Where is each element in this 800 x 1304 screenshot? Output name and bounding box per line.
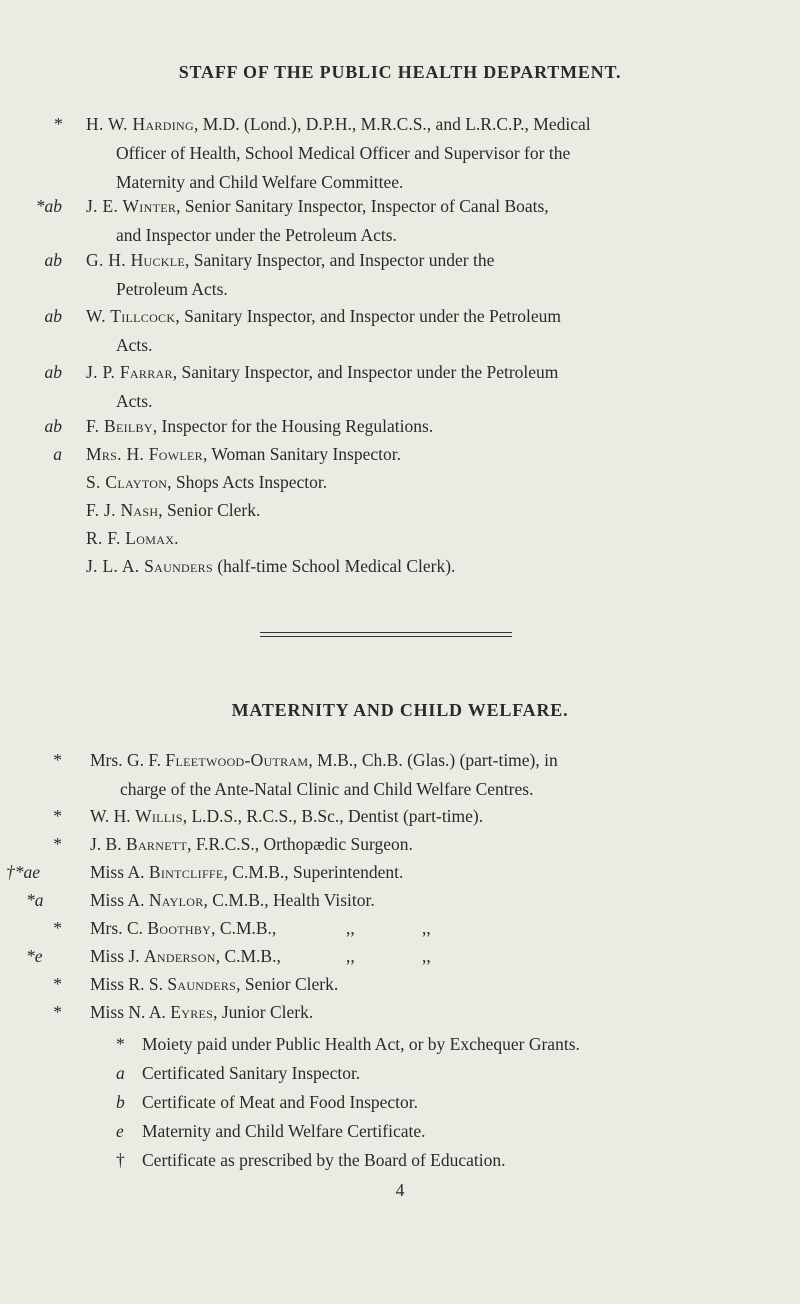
staff-detail: . <box>174 528 179 548</box>
staff-detail: , M.D. (Lond.), D.P.H., M.R.C.S., and L.R.C.P., Medical <box>193 114 591 134</box>
staff-name: G. H. Huckle <box>86 250 186 270</box>
person-name: Bintcliffe <box>148 862 224 882</box>
staff-name: Mrs. H. Fowler <box>86 444 203 464</box>
person-prefix: Mrs. G. F. <box>90 750 166 770</box>
person-detail: , C.M.B., Health Visitor. <box>203 890 375 910</box>
person-detail: , F.R.C.S., Orthopædic Surgeon. <box>187 834 413 854</box>
legend-text: Moiety paid under Public Health Act, or by Exchequer Grants. <box>142 1034 580 1054</box>
staff-name: J. E. Winter <box>86 196 177 216</box>
person-name: Willis <box>135 806 183 826</box>
person-name: Boothby <box>147 918 212 938</box>
person-prefix: Miss A. <box>90 862 149 882</box>
staff-name: W. Tillcock <box>86 306 176 326</box>
staff-name: S. Clayton <box>86 472 168 492</box>
ditto-mark: ,, <box>422 918 431 938</box>
entry-mark: * <box>53 918 62 938</box>
person-prefix: W. H. <box>90 806 136 826</box>
entry-mark: a <box>53 444 62 464</box>
person-detail: , C.M.B., <box>211 918 277 938</box>
staff-detail-cont: Acts. <box>116 391 153 411</box>
entry-mark: ab <box>44 250 62 270</box>
ditto-mark: ,, <box>346 918 355 938</box>
entry-mark: ab <box>44 306 62 326</box>
staff-detail: , Senior Sanitary Inspector, Inspector of Canal Boats, <box>176 196 549 216</box>
person-prefix: J. B. <box>90 834 126 854</box>
person-prefix: Miss A. <box>90 890 149 910</box>
legend-symbol: * <box>116 1034 125 1054</box>
section-divider <box>260 636 512 637</box>
staff-detail-cont: Officer of Health, School Medical Officer and Supervisor for the <box>116 143 571 163</box>
entry-mark: †*ae <box>6 862 41 882</box>
staff-detail: , Shops Acts Inspector. <box>167 472 328 492</box>
legend-text: Certificate as prescribed by the Board of Education. <box>142 1150 506 1170</box>
staff-detail: , Sanitary Inspector, and Inspector under the Petroleum <box>172 362 559 382</box>
staff-name: F. J. Nash <box>86 500 159 520</box>
person-name: Eyres <box>170 1002 214 1022</box>
legend-symbol: e <box>116 1121 124 1141</box>
legend-symbol: a <box>116 1063 125 1083</box>
person-detail: , M.B., Ch.B. (Glas.) (part-time), in <box>308 750 558 770</box>
entry-mark: * <box>53 750 62 770</box>
staff-detail-cont: Petroleum Acts. <box>116 279 228 299</box>
legend-text: Certificate of Meat and Food Inspector. <box>142 1092 419 1112</box>
entry-mark: * <box>53 1002 62 1022</box>
person-prefix: Mrs. C. <box>90 918 148 938</box>
entry-mark: * <box>53 834 62 854</box>
person-name: Fleetwood-Outram <box>165 750 309 770</box>
staff-detail: , Sanitary Inspector, and Inspector under the Petroleum <box>175 306 561 326</box>
staff-detail: , Sanitary Inspector, and Inspector under the <box>185 250 495 270</box>
legend-symbol: b <box>116 1092 125 1112</box>
person-detail: , C.M.B., Superintendent. <box>223 862 404 882</box>
person-detail: , L.D.S., R.C.S., B.Sc., Dentist (part-time). <box>182 806 484 826</box>
legend-text: Maternity and Child Welfare Certificate. <box>142 1121 426 1141</box>
staff-name: F. Beilby <box>86 416 153 436</box>
entry-mark: *e <box>26 946 43 966</box>
staff-name: R. F. Lomax <box>86 528 175 548</box>
person-prefix: Miss N. A. <box>90 1002 171 1022</box>
legend-text: Certificated Sanitary Inspector. <box>142 1063 361 1083</box>
staff-name: J. P. Farrar <box>86 362 173 382</box>
entry-mark: *ab <box>35 196 62 216</box>
staff-detail-cont: Maternity and Child Welfare Committee. <box>116 172 404 192</box>
entry-mark: * <box>53 806 62 826</box>
staff-detail-cont: Acts. <box>116 335 153 355</box>
entry-mark: ab <box>44 416 62 436</box>
ditto-mark: ,, <box>422 946 431 966</box>
person-name: Anderson <box>143 946 216 966</box>
staff-name: J. L. A. Saunders <box>86 556 213 576</box>
person-detail: , C.M.B., <box>215 946 281 966</box>
staff-name: H. W. Harding <box>86 114 194 134</box>
person-name: Saunders <box>167 974 237 994</box>
entry-mark: * <box>53 114 62 134</box>
section-divider <box>260 632 512 633</box>
staff-heading: STAFF OF THE PUBLIC HEALTH DEPARTMENT. <box>178 62 622 82</box>
entry-mark: ab <box>44 362 62 382</box>
person-detail-cont: charge of the Ante-Natal Clinic and Child Welfare Centres. <box>120 779 534 799</box>
staff-detail: , Senior Clerk. <box>158 500 261 520</box>
person-detail: , Senior Clerk. <box>236 974 339 994</box>
person-name: Barnett <box>125 834 188 854</box>
staff-detail-cont: and Inspector under the Petroleum Acts. <box>116 225 397 245</box>
ditto-mark: ,, <box>346 946 355 966</box>
person-detail: , Junior Clerk. <box>213 1002 314 1022</box>
maternity-heading: MATERNITY AND CHILD WELFARE. <box>231 700 569 720</box>
staff-detail: (half-time School Medical Clerk). <box>212 556 456 576</box>
person-prefix: Miss J. <box>90 946 144 966</box>
person-name: Naylor <box>148 890 204 910</box>
staff-detail: , Inspector for the Housing Regulations. <box>152 416 434 436</box>
person-prefix: Miss R. S. <box>90 974 168 994</box>
entry-mark: * <box>53 974 62 994</box>
legend-symbol: † <box>116 1150 125 1170</box>
entry-mark: *a <box>26 890 44 910</box>
staff-detail: , Woman Sanitary Inspector. <box>202 444 401 464</box>
page-number: 4 <box>395 1180 405 1200</box>
